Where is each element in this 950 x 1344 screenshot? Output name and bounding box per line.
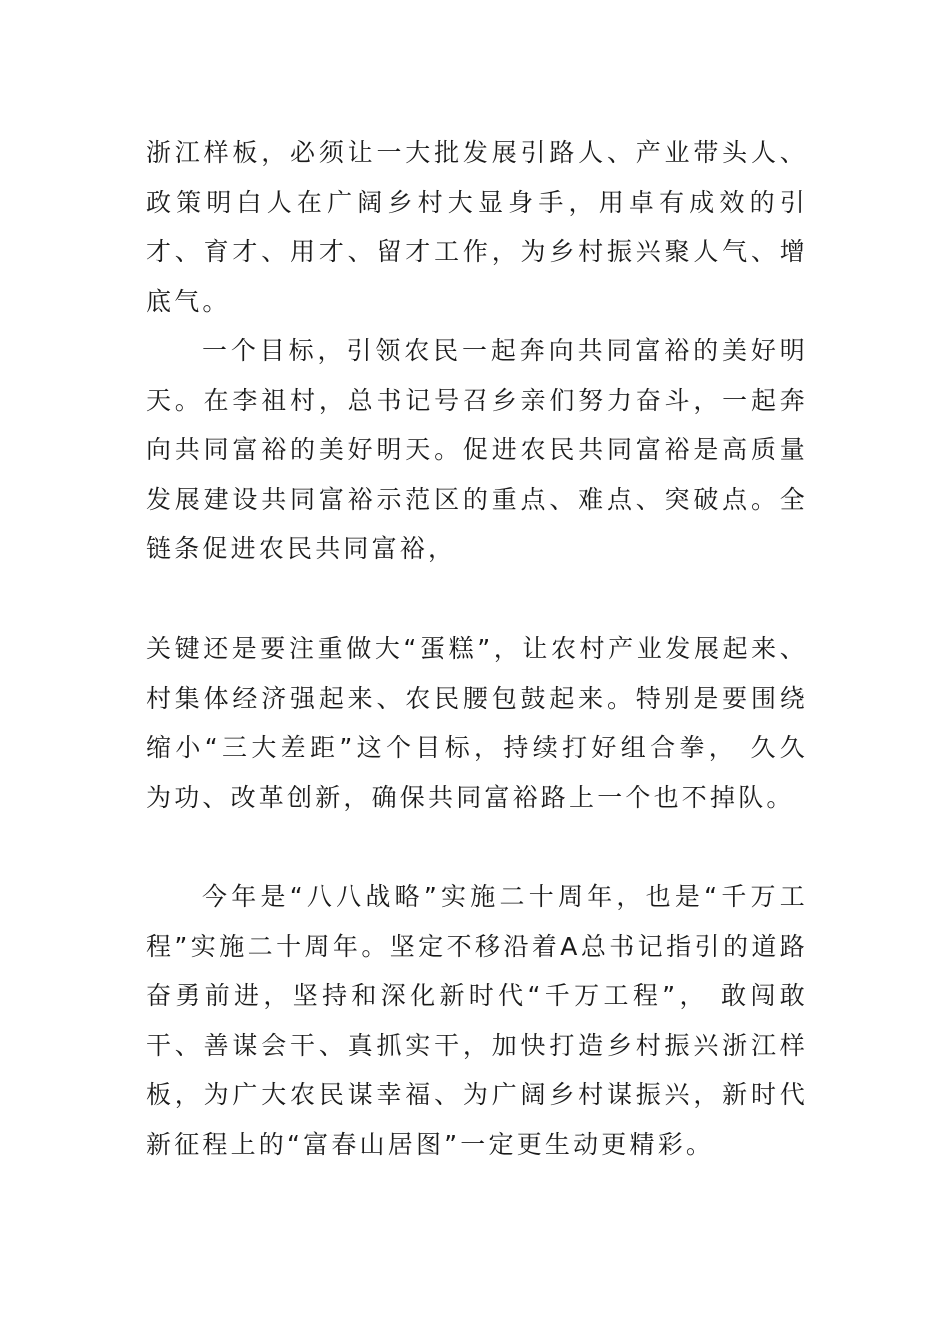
paragraph-1: 浙江样板，必须让一大批发展引路人、产业带头人、政策明白人在广阔乡村大显身手，用卓有成效的引才、育才、用才、留才工作，为乡村振兴聚人气、增底气。 bbox=[146, 138, 808, 316]
paragraph-3: 关键还是要注重做大“蛋糕”，让农村产业发展起来、村集体经济强起来、农民腰包鼓起来。特别是要围绕缩小“三大差距”这个目标，持续打好组合拳， 久久为功、改革创新，确保共同富裕路上一个也不掉队。 bbox=[146, 634, 808, 812]
paragraph-2: 一个目标，引领农民一起奔向共同富裕的美好明天。在李祖村，总书记号召乡亲们努力奋斗，一起奔向共同富裕的美好明天。促进农民共同富裕是高质量发展建设共同富裕示范区的重点、难点、突破点。全链条促进农民共同富裕， bbox=[146, 336, 808, 563]
paragraph-4: 今年是“八八战略”实施二十周年，也是“千万工程”实施二十周年。坚定不移沿着A总书记指引的道路奋勇前进，坚持和深化新时代“千万工程”， 敢闯敢干、善谋会干、真抓实干，加快打造乡村振兴浙江样板，为广大农民谋幸福、为广阔乡村谋振兴，新时代新征程上的“富春山居图”一定更生动更精彩。 bbox=[146, 882, 808, 1159]
